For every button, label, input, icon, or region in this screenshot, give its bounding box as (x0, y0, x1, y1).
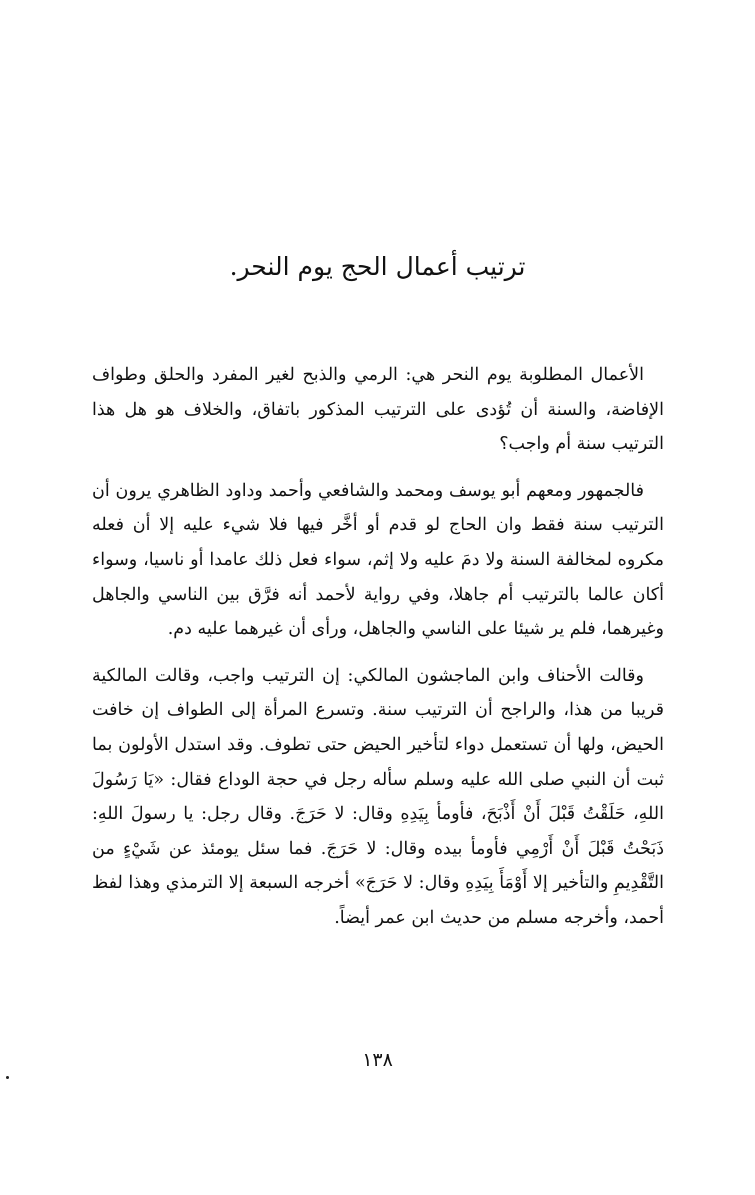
body-text (92, 358, 664, 936)
paragraph-3: وقالت الأحناف وابن الماجشون المالكي: إن الترتيب واجب، وقالت المالكية قريبا من هذا، والراجح أن الترتيب سنة. وتسرع المرأة إلى الطواف إن خافت الحيض، ولها أن تستعمل دواء لتأخير الحيض حتى تطوف. وقد استدل الأولون بما ثبت أن النبي صلى الله عليه وسلم سأله رجل في حجة الوداع فقال: «يَا رَسُولَ اللهِ، حَلَقْتُ قَبْلَ أَنْ أَذْبَحَ، فأومأ بِيَدِهِ وقال: لا حَرَجَ. وقال رجل: يا رسولَ اللهِ: ذَبَحْتُ قَبْلَ أَنْ أَرْمِي فأومأ بيده وقال: لا حَرَجَ. فما سئل يومئذ عن شَيْءٍ من التَّقْدِيمِ والتأخير إلا أَوْمَأَ بِيَدِهِ وقال: لا حَرَجَ» أخرجه السبعة إلا الترمذي وهذا لفظ أحمد، وأخرجه مسلم من حديث ابن عمر أيضاً. (92, 665, 664, 928)
scan-speck (6, 1076, 9, 1079)
page-title: ترتيب أعمال الحج يوم النحر. (229, 252, 526, 281)
paragraph-2: فالجمهور ومعهم أبو يوسف ومحمد والشافعي وأحمد وداود الظاهري يرون أن الترتيب سنة فقط وان الحاج لو قدم أو أخَّر فيها فلا شيء عليه إلا أن فعله مكروه لمخالفة السنة ولا دمَ عليه ولا إثم، سواء فعل ذلك عامدا أو ناسيا، وسواء أكان عالما بالترتيب أم جاهلا، وفي رواية لأحمد أنه فرَّق بين الناسي والجاهل وغيرهما، فلم ير شيئا على الناسي والجاهل، ورأى أن غيرهما عليه دم. (92, 480, 664, 640)
page-number: ١٣٨ (362, 1049, 393, 1071)
paragraph-1: الأعمال المطلوبة يوم النحر هي: الرمي والذبح لغير المفرد والحلق وطواف الإفاضة، والسنة أن تُؤدى على الترتيب المذكور باتفاق، والخلاف هو هل هذا الترتيب سنة أم واجب؟ (92, 365, 664, 455)
